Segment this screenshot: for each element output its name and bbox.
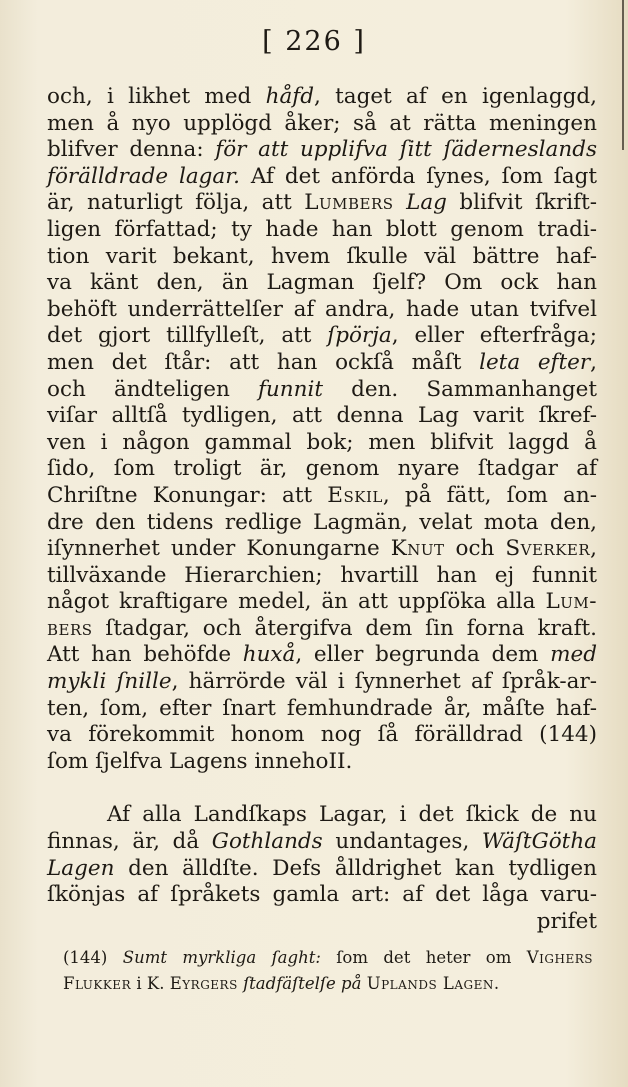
footnote-line: (144) Sumt myrkliga ſaght: ſom det heter om Vighers: [63, 948, 593, 967]
paragraph-gap: [47, 775, 597, 802]
italic-text: håfd: [265, 84, 314, 109]
text-line: iſynnerhet under Konungarne Knut och Sverker,: [47, 536, 597, 562]
italic-text: med: [550, 642, 597, 668]
italic-text: huxå: [242, 642, 296, 668]
text-line: och ändteligen funnit den. Sammanhanget: [47, 376, 597, 402]
text-line: ſkönjas af ſpråkets gamla art: af det låga varu-: [47, 882, 597, 908]
italic-text: mykli ſnille: [47, 669, 172, 695]
text-line: är, naturligt följa, att Lumbers Lag blifvit ſkrift-: [47, 190, 598, 216]
text-line: mykli ſnille, härrörde väl i ſynnerhet af ſpråk-ar-: [47, 669, 597, 695]
text-line: bers ſtadgar, och återgifva dem ſin forna kraft.: [47, 615, 597, 641]
text-line: ſom ſjelfva Lagens innehoII.: [47, 748, 353, 774]
text-line: ten, ſom, efter ſnart femhundrade år, måſte haf-: [47, 695, 597, 721]
text-line: förälldrade lagar. Af det anförda ſynes, ſom ſagt: [47, 163, 597, 189]
small-caps-name: bers: [47, 615, 93, 641]
small-caps-name: Flukker: [63, 974, 132, 993]
text-line: ven i någon gammal bok; men blifvit laggd å: [47, 429, 597, 455]
text-line: ſido, ſom troligt är, genom nyare ſtadgar af: [47, 456, 597, 482]
page-number: [ 226 ]: [262, 26, 366, 57]
text-line: Af alla Landſkaps Lagar, i det ſkick de nu: [107, 802, 597, 828]
text-line: tion varit bekant, hvem ſkulle väl bättre haf-: [47, 243, 597, 269]
italic-text: funnit: [257, 376, 323, 402]
italic-text: Gothlands: [211, 829, 323, 855]
small-caps-name: Knut: [390, 536, 445, 562]
italic-text: förälldrade lagar.: [47, 163, 241, 189]
text-line: men det ſtår: att han ockſå måſt leta efter,: [47, 349, 597, 375]
italic-text: leta efter: [479, 349, 591, 375]
body-text: [47, 84, 597, 935]
text-line: prifet: [536, 908, 597, 934]
italic-text: Lagen: [47, 855, 115, 881]
text-line: va känt den, än Lagman ſjelf? Om ock han: [47, 270, 597, 296]
text-line: Att han behöfde huxå, eller begrunda dem med: [47, 642, 597, 668]
italic-text: ſpörja: [327, 323, 392, 349]
text-line: det gjort tillfylleſt, att ſpörja, eller efterfråga;: [47, 323, 597, 349]
text-line: va förekommit honom nog ſå förälldrad (144): [47, 722, 597, 748]
text-line: ligen författad; ty hade han blott genom tradi-: [47, 216, 597, 242]
footnote: [63, 945, 593, 997]
small-caps-name: Eyrgers: [169, 974, 238, 993]
small-caps-name: Vighers: [526, 948, 593, 967]
text-line: behöft underrättelſer af andra, hade utan tvifvel: [47, 296, 597, 322]
text-line: tillväxande Hierarchien; hvartill han ej funnit: [47, 562, 597, 588]
page-edge-shadow: [622, 0, 624, 150]
small-caps-name: Lum-: [545, 589, 597, 615]
italic-text: WäſtGötha: [481, 829, 597, 855]
text-line: och, i likhet med håfd, taget af en igenlaggd,: [47, 84, 597, 109]
small-caps-name: Eskil: [327, 482, 383, 508]
text-line: något kraftigare medel, än att uppſöka alla Lum-: [47, 589, 597, 615]
footnote-line: Flukker i K. Eyrgers ſtadfäſtelſe på Uplands Lagen.: [63, 974, 500, 993]
small-caps-name: Lumbers: [304, 190, 394, 216]
text-line: men å nyo upplögd åker; så at rätta meningen: [47, 110, 597, 136]
italic-text: Sumt myrkliga ſaght:: [122, 948, 321, 967]
small-caps-name: Uplands Lagen: [366, 974, 494, 993]
small-caps-name: Sverker: [505, 536, 591, 562]
text-line: blifver denna: för att upplifva ſitt ſäderneslands: [47, 137, 597, 163]
text-line: finnas, är, då Gothlands undantages, WäſtGötha: [47, 829, 597, 855]
italic-text: för att upplifva ſitt ſäderneslands: [215, 137, 597, 163]
text-line: Chriſtne Konungar: att Eskil, på fätt, ſom an-: [47, 482, 597, 508]
text-line: Lagen den älldſte. Defs ålldrighet kan tydligen: [47, 855, 597, 881]
italic-text: ſtadfäſtelſe på: [243, 974, 362, 993]
italic-text: Lag: [406, 190, 447, 216]
text-line: viſar alltſå tydligen, att denna Lag varit ſkref-: [47, 403, 597, 429]
text-line: dre den tidens redlige Lagmän, velat mota den,: [47, 509, 597, 535]
